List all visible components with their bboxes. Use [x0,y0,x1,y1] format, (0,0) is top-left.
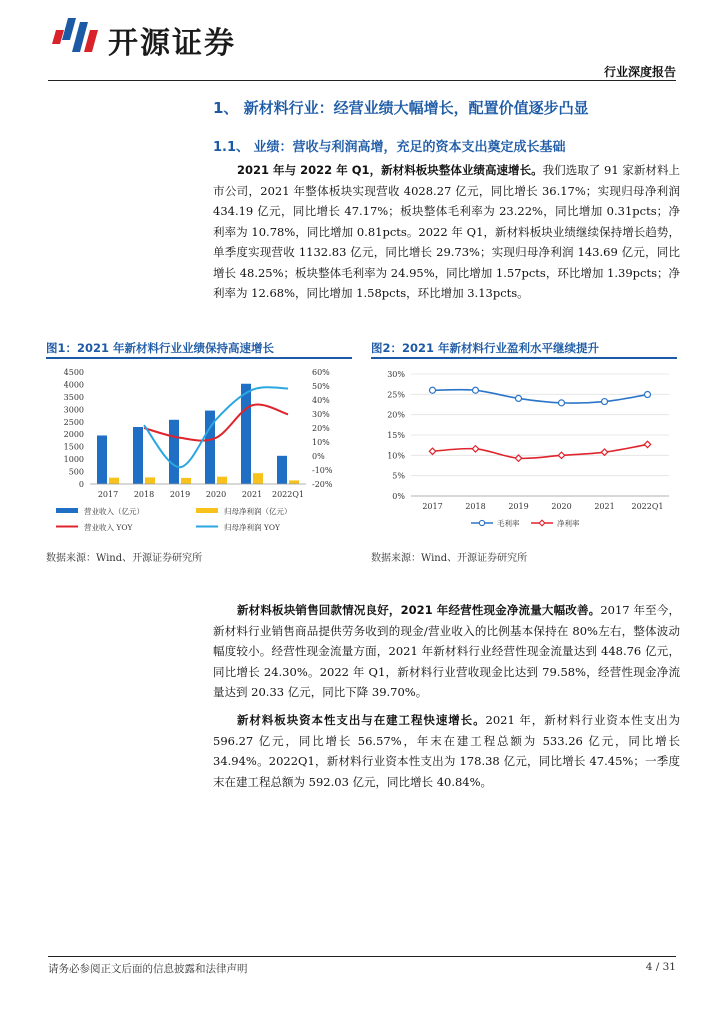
y-right-tick-label: -20% [312,480,333,489]
x-tick-label: 2022Q1 [631,502,664,511]
point-gross-margin [516,395,522,401]
y-tick-label: 10% [387,451,405,461]
x-tick-label: 2018 [133,490,155,499]
bar-revenue [97,435,107,484]
point-gross-margin [602,399,608,405]
legend-label: 净利率 [557,519,580,528]
x-tick-label: 2017 [97,490,119,499]
point-net-margin [472,446,478,452]
page-number: 4 / 31 [645,961,676,973]
figure-1-source: 数据来源：Wind、开源证券研究所 [46,553,203,564]
y-right-tick-label: 0% [312,452,325,461]
legend-swatch [56,508,78,513]
y-left-tick-label: 4500 [63,368,84,377]
paragraph-performance [213,160,680,304]
subsection-heading: 1.1、 业绩：营收与利润高增，充足的资本支出奠定成长基础 [213,140,566,155]
legend-label: 营业收入 YOY [84,523,133,532]
x-tick-label: 2021 [241,490,263,499]
paragraph-body: 2021 年，新材料行业资本性支出为 596.27 亿元，同比增长 56.57%，年末在建工程总额为 533.26 亿元，同比增长 34.94%。2022Q1，新材料行业资本性支出为 178.38 亿元，同比增长 47.45%；一季度末在建工程总额为 592.03 亿元，同比增长 40.84%。 [213,713,680,789]
bar-revenue [277,456,287,484]
x-tick-label: 2019 [508,502,529,511]
point-net-margin [558,452,564,458]
point-gross-margin [559,400,565,406]
y-left-tick-label: 3000 [63,405,84,415]
y-right-tick-label: -10% [312,466,333,475]
y-tick-label: 25% [387,390,405,400]
y-left-tick-label: 0 [78,480,84,489]
line-net-margin [433,444,648,458]
point-gross-margin [645,392,651,398]
y-right-tick-label: 20% [312,424,330,433]
x-tick-label: 2018 [465,502,486,511]
legend-label: 营业收入（亿元） [84,507,144,516]
x-tick-label: 2020 [205,490,227,499]
figure-2-title: 图2：2021 年新材料行业盈利水平继续提升 [371,341,600,355]
paragraph-body: 2017 年至今，新材料行业销售商品提供劳务收到的现金/营业收入的比例基本保持在 80%左右，整体波动幅度较小。经营性现金流量方面，2021 年新材料行业经营性现金流量达到 448.76 亿元，同比增长 24.30%。2022 年 Q1，新材料行业营收现金比达到 79.58%，经营性现金净流量达到 20.33 亿元，同比下降 39.70%。 [213,603,681,699]
paragraph-capex [213,710,680,792]
chart-profitability [371,362,679,542]
report-type: 行业深度报告 [603,65,676,79]
y-left-tick-label: 500 [68,467,84,477]
y-right-tick-label: 40% [312,396,330,405]
legend-marker [479,520,484,525]
y-tick-label: 0% [392,492,405,501]
y-left-tick-label: 1500 [63,442,84,452]
y-tick-label: 15% [387,431,405,440]
bar-net-profit [109,478,119,484]
y-left-tick-label: 1000 [63,455,84,465]
figure-1-title: 图1：2021 年新材料行业业绩保持高速增长 [46,341,275,355]
line-gross-margin [433,390,648,403]
bar-net-profit [217,477,227,484]
line-profit-yoy [144,387,288,467]
paragraph-lead: 新材料板块销售回款情况良好，2021 年经营性现金净流量大幅改善。 [237,603,601,617]
footer-divider [48,956,676,957]
section-heading: 1、 新材料行业：经营业绩大幅增长，配置价值逐步凸显 [213,99,589,117]
figure-2-rule [371,357,677,359]
header-divider [48,80,676,81]
point-gross-margin [430,387,436,393]
figure-1-rule [46,357,352,359]
y-left-tick-label: 2500 [63,417,84,427]
legend-label: 毛利率 [497,519,520,528]
logo [50,16,102,60]
bar-net-profit [145,477,155,484]
bar-net-profit [289,480,299,484]
y-tick-label: 5% [392,471,405,481]
x-tick-label: 2022Q1 [271,490,305,499]
point-net-margin [601,449,607,455]
bar-net-profit [181,478,191,484]
y-right-tick-label: 50% [312,382,330,391]
legend-swatch [196,508,218,513]
x-tick-label: 2020 [551,502,572,511]
brand-name: 开源证券 [108,26,236,61]
y-right-tick-label: 10% [312,438,330,447]
x-tick-label: 2017 [422,502,443,511]
point-net-margin [515,455,521,461]
legend-marker [539,520,545,526]
x-tick-label: 2021 [594,502,615,511]
x-tick-label: 2019 [169,490,191,499]
chart-performance [46,362,354,542]
y-left-tick-label: 2000 [63,430,84,440]
logo-mark-icon [50,16,102,60]
y-right-tick-label: 30% [312,410,330,419]
paragraph-lead: 2021 年与 2022 年 Q1，新材料板块整体业绩高速增长。 [237,163,543,177]
bar-revenue [241,384,251,484]
point-gross-margin [473,387,479,393]
paragraph-lead: 新材料板块资本性支出与在建工程快速增长。 [237,713,486,727]
y-tick-label: 20% [387,410,405,420]
y-tick-label: 30% [387,370,405,379]
paragraph-body: 我们选取了 91 家新材料上市公司，2021 年整体板块实现营收 4028.27 亿元，同比增长 36.17%；实现归母净利润 434.19 亿元，同比增长 47.17%；板块整体毛利率为 23.22%，同比增加 0.31pcts；净利率为 10.78%，同比增加 0.81pcts。2022 年 Q1，新材料板块业绩继续保持增长趋势，单季度实现营收 1132.83 亿元，同比增长 29.73%；实现归母净利润 143.69 亿元，同比增长 48.25%；板块整体毛利率为 24.95%，同比增加 1.57pcts，环比增加 1.39pcts；净利率为 12.68%，同比增加 1.58pcts，环比增加 3.13pcts。 [213,163,680,300]
y-right-tick-label: 60% [312,368,330,377]
point-net-margin [644,441,650,447]
bar-revenue [133,427,143,484]
paragraph-cashflow [213,600,680,703]
y-left-tick-label: 4000 [63,380,84,390]
point-net-margin [429,448,435,454]
y-left-tick-label: 3500 [63,392,84,402]
legend-label: 归母净利润（亿元） [224,507,292,516]
bar-revenue [169,420,179,484]
bar-net-profit [253,473,263,484]
line-revenue-yoy [144,405,288,441]
footer-disclaimer: 请务必参阅正文后面的信息披露和法律声明 [48,963,248,975]
figure-2-source: 数据来源：Wind、开源证券研究所 [371,553,528,564]
legend-label: 归母净利润 YOY [224,523,280,532]
